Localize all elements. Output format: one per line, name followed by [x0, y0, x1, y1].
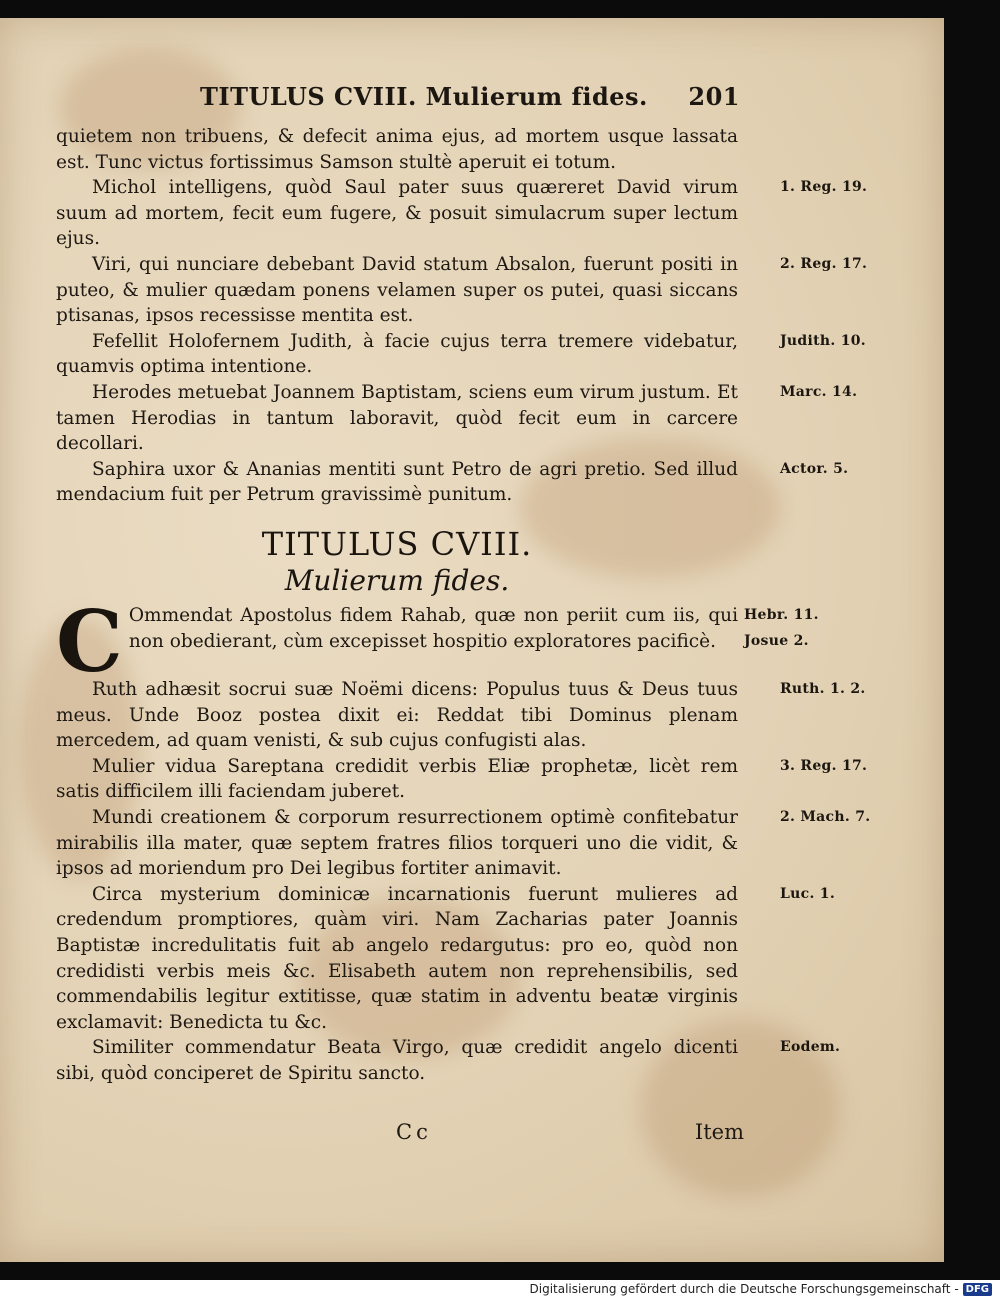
paragraph — [56, 175, 868, 252]
margin-reference: 3. Reg. 17. — [780, 757, 868, 774]
section-subtitle: Mulierum fides. — [284, 563, 510, 597]
paragraph-text: Saphira uxor & Ananias mentiti sunt Petro de agri pretio. Sed illud mendacium fuit per Petrum gravissimè punitum. — [56, 458, 738, 506]
paragraph — [56, 329, 866, 380]
margin-reference: 2. Reg. 17. — [780, 255, 868, 272]
paragraph — [56, 882, 836, 1036]
text-block-bottom — [56, 592, 871, 1087]
paragraph — [56, 124, 738, 175]
margin-reference: Luc. 1. — [780, 885, 836, 902]
paragraph-text: Viri, qui nunciare debebant David statum Absalon, fuerunt positi in puteo, & mulier quædam ponens velamen super os putei, quasi siccans ptisanas, ipsos recessisse mentita est. — [56, 253, 738, 327]
catchword: Item — [694, 1120, 744, 1144]
paragraph-text: Mulier vidua Sareptana credidit verbis Eliæ prophetæ, licèt rem satis difficilem illi faciendam juberet. — [56, 755, 738, 803]
text-block-top — [56, 124, 868, 508]
margin-reference: Eodem. — [780, 1039, 841, 1056]
margin-reference: Marc. 14. — [780, 383, 858, 400]
running-title: TITULUS CVIII. Mulierum fides. — [200, 82, 648, 111]
margin-reference: 1. Reg. 19. — [780, 179, 868, 196]
page-number: 201 — [688, 82, 740, 111]
page-footer — [56, 1120, 744, 1150]
paragraph — [56, 1035, 841, 1086]
credit-text: Digitalisierung gefördert durch die Deutsche Forschungsgemeinschaft - — [529, 1282, 959, 1296]
paragraph — [56, 252, 868, 329]
paragraph-text: Similiter commendatur Beata Virgo, quæ credidit angelo dicenti sibi, quòd conciperet de Spiritu sancto. — [56, 1037, 738, 1084]
margin-reference: Actor. 5. — [780, 460, 849, 477]
paragraph — [56, 754, 868, 805]
paragraph — [56, 677, 866, 754]
paragraph-text: Mundi creationem & corporum resurrectionem optimè confitebatur mirabilis illa mater, quæ septem fratres filios torqueri uno die vidit, & ipsos ad moriendum pro Dei legibus fortiter animavit. — [56, 807, 738, 880]
paragraph-text: Ommendat Apostolus fidem Rahab, quæ non periit cum iis, qui non obedierant, cùm excepisset hospitio exploratores pacificè. — [128, 605, 738, 652]
paragraph — [56, 805, 871, 882]
section-title: TITULUS CVIII. — [261, 524, 533, 563]
margin-reference: Josue 2. — [744, 633, 809, 650]
running-header — [200, 82, 740, 114]
funding-credit — [530, 1280, 993, 1298]
paragraph-text: Circa mysterium dominicæ incarnationis fuerunt mulieres ad credendum promptiores, quàm viri. Nam Zacharias pater Joannis Baptistæ incredulitatis fuit ab angelo redargutus: pro eo, quòd non credidisti verbis meis &c. Elisabeth autem non reprehensibilis, sed commendabilis legitur extitisse, quæ statim in adventu beatæ virginis exclamavit: Benedicta tu &c. — [56, 883, 738, 1033]
paragraph-text: Michol intelligens, quòd Saul pater suus quæreret David virum suum ad mortem, fecit eum fugere, & posuit simulacrum super lectum ejus. — [56, 177, 738, 250]
margin-reference: Ruth. 1. 2. — [780, 681, 866, 698]
dfg-logo: DFG — [963, 1283, 992, 1296]
margin-reference: Judith. 10. — [780, 332, 866, 349]
margin-reference: Hebr. 11. — [744, 607, 819, 624]
drop-cap: C — [56, 592, 123, 692]
paragraph — [56, 380, 858, 457]
paragraph — [56, 457, 849, 508]
paragraph-text: quietem non tribuens, & defecit anima ejus, ad mortem usque lassata est. Tunc victus fortissimus Samson stultè aperuit ei totum. — [56, 126, 738, 173]
margin-reference: 2. Mach. 7. — [780, 809, 871, 826]
paragraph-text: Ruth adhæsit socrui suæ Noëmi dicens: Populus tuus & Deus tuus meus. Unde Booz postea dixit ei: Reddat tibi Dominus plenam mercedem, ad quam venisti, & sub cujus confugisti alas. — [56, 679, 738, 752]
signature-mark: Cc — [396, 1120, 432, 1144]
page-body — [56, 124, 871, 1087]
paragraph — [56, 592, 819, 692]
paragraph-text: Herodes metuebat Joannem Baptistam, sciens eum virum justum. Et tamen Herodias in tantum laboravit, quòd fecit eum in carcere decollari. — [56, 381, 738, 455]
paragraph-text: Fefellit Holofernem Judith, à facie cujus terra tremere videbatur, quamvis optima intentione. — [56, 330, 738, 378]
